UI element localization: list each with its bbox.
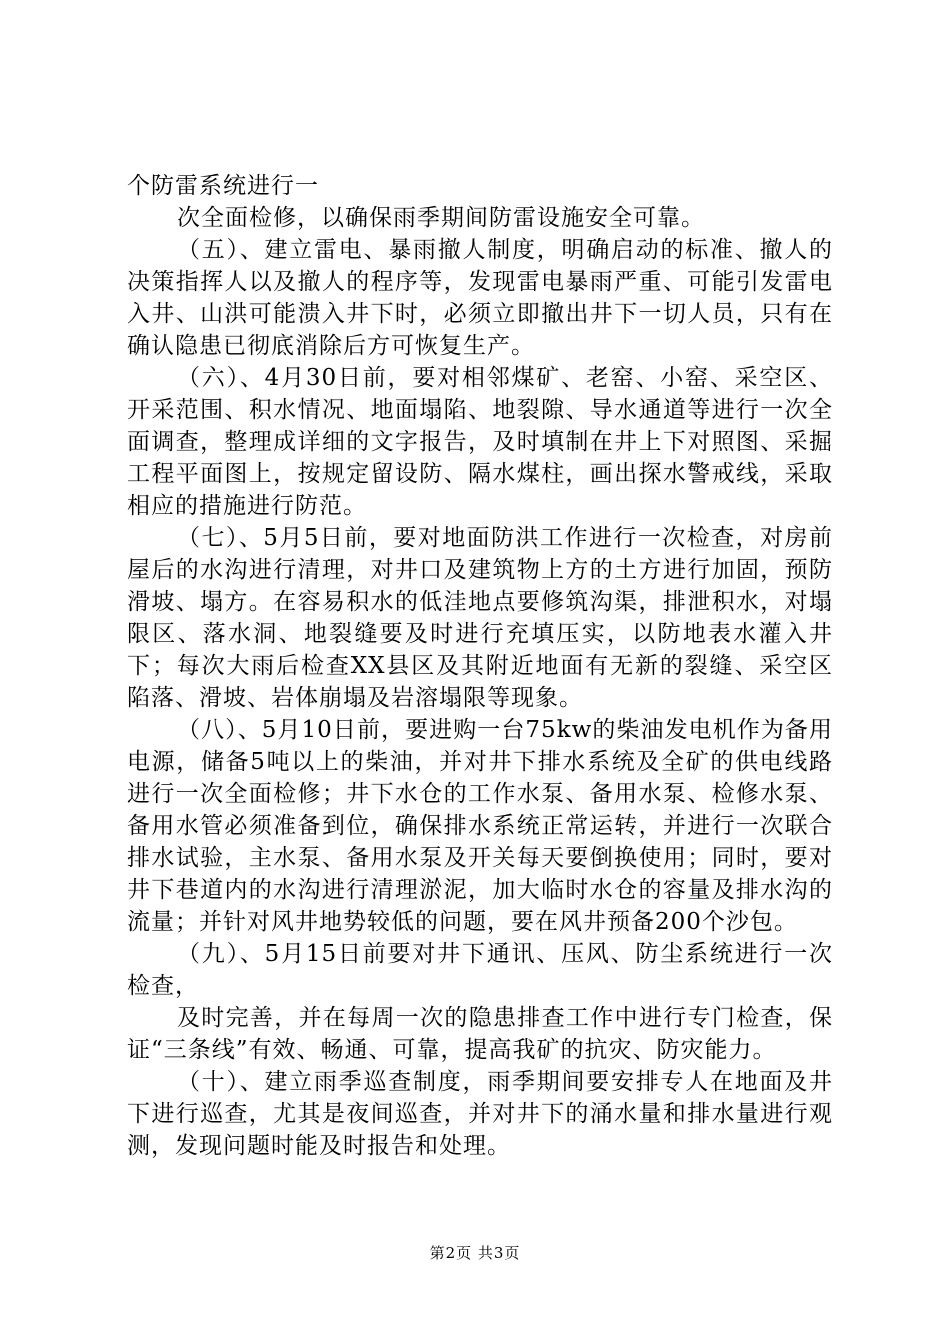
paragraph: （九）、5月15日前要对井下通讯、压风、防尘系统进行一次检查， — [127, 941, 833, 999]
paragraph: （十）、建立雨季巡查制度，雨季期间要安排专人在地面及井下进行巡查，尤其是夜间巡查，并对井下的涌水量和排水量进行观测，发现问题时能及时报告和处理。 — [127, 1069, 833, 1159]
page-footer — [0, 1243, 950, 1263]
paragraph: （五）、建立雷电、暴雨撤人制度，明确启动的标准、撤人的决策指挥人以及撤人的程序等，发现雷电暴雨严重、可能引发雷电入井、山洪可能溃入井下时，必须立即撤出井下一切人员，只有在确认隐患已彻底消除后方可恢复生产。 — [127, 237, 833, 359]
paragraph: 个防雷系统进行一 — [127, 173, 319, 199]
paragraph: 及时完善，并在每周一次的隐患排查工作中进行专门检查，保证“三条线”有效、畅通、可靠，提高我矿的抗灾、防灾能力。 — [127, 1005, 833, 1063]
document-body — [127, 170, 833, 1162]
paragraph: （六）、4月30日前，要对相邻煤矿、老窑、小窑、采空区、开采范围、积水情况、地面塌陷、地裂隙、导水通道等进行一次全面调查，整理成详细的文字报告，及时填制在井上下对照图、采掘工程平面图上，按规定留设防、隔水煤柱，画出探水警戒线，采取相应的措施进行防范。 — [127, 365, 833, 519]
paragraph: （七）、5月5日前，要对地面防洪工作进行一次检查，对房前屋后的水沟进行清理，对井口及建筑物上方的土方进行加固，预防滑坡、塌方。在容易积水的低洼地点要修筑沟渠，排泄积水，对塌限区、落水洞、地裂缝要及时进行充填压实，以防地表水灌入井下；每次大雨后检查XX县区及其附近地面有无新的裂缝、采空区陷落、滑坡、岩体崩塌及岩溶塌限等现象。 — [127, 525, 833, 711]
paragraph: （八）、5月10日前，要进购一台75kw的柴油发电机作为备用电源，储备5吨以上的柴油，并对井下排水系统及全矿的供电线路进行一次全面检修；井下水仓的工作水泵、备用水泵、检修水泵、备用水管必须准备到位，确保排水系统正常运转，并进行一次联合排水试验，主水泵、备用水泵及开关每天要倒换使用；同时，要对井下巷道内的水沟进行清理淤泥，加大临时水仓的容量及排水沟的流量；并针对风井地势较低的问题，要在风井预备200个沙包。 — [127, 717, 833, 935]
paragraph: 次全面检修，以确保雨季期间防雷设施安全可靠。 — [177, 205, 705, 231]
page-number-label: 第2页 共3页 — [429, 1244, 521, 1262]
